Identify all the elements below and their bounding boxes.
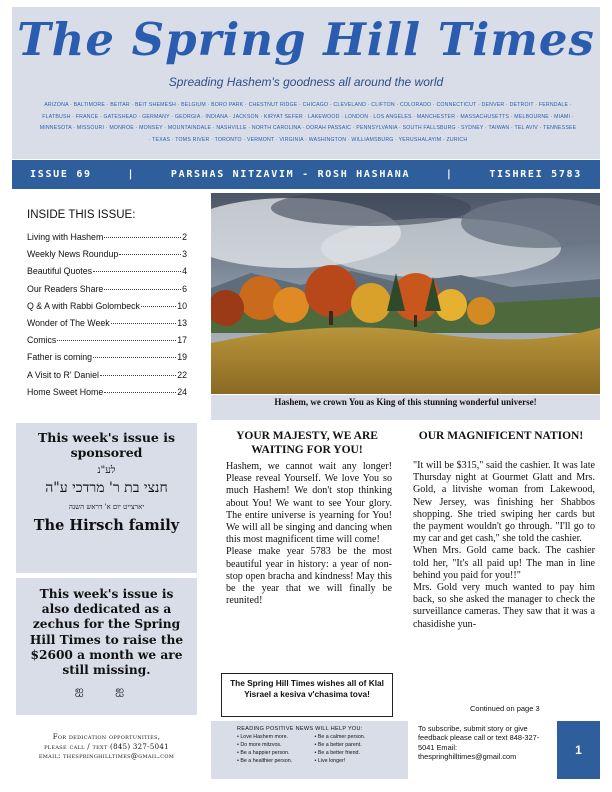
toc-item-label: Home Sweet Home [27, 386, 104, 397]
toc-leader-dots [111, 323, 177, 324]
issue-parsha: PARSHAS NITZAVIM - ROSH HASHANA [170, 169, 411, 180]
toc-item-page: 4 [182, 266, 187, 277]
page-number: 1 [557, 721, 600, 779]
toc-item-label: Father is coming [27, 352, 93, 363]
toc-item-label: Our Readers Share [27, 283, 104, 294]
toc-item[interactable] [27, 318, 187, 335]
article1-heading: YOUR MAJESTY, WE ARE WAITING FOR YOU! [236, 430, 378, 456]
continued-link[interactable]: Continued on page 3 [470, 704, 540, 713]
landscape-illustration [211, 193, 600, 394]
toc-leader-dots [100, 375, 176, 376]
issue-number: ISSUE 69 [30, 169, 92, 180]
dedication-line: For dedication opportunities, [52, 733, 161, 741]
benefit-item: • Love Hashem more. [237, 734, 289, 740]
toc-item-label: Beautiful Quotes [27, 266, 93, 277]
dedication-box [16, 578, 197, 715]
toc-item-label: Living with Hashem [27, 232, 104, 242]
toc-leader-dots [104, 237, 181, 238]
benefit-item: • Live longer! [314, 758, 346, 764]
benefit-item: • Be a better friend. [314, 750, 360, 756]
sponsor-hebrew-line3: יארצייט יום א' דראש השנה [68, 503, 145, 511]
toc-leader-dots [93, 357, 176, 358]
ornament: ஐ ஐ [74, 684, 139, 698]
toc-item-page: 19 [177, 352, 187, 363]
toc-item[interactable] [27, 352, 187, 369]
dedication-email[interactable]: email: thespringhilltimes@gmail.com [38, 752, 175, 760]
toc-item[interactable] [27, 266, 187, 283]
toc-leader-dots [93, 271, 181, 272]
issue-separator: | [445, 169, 454, 180]
toc-item-page: 3 [182, 249, 187, 260]
toc-item[interactable] [27, 370, 187, 387]
toc-item[interactable] [27, 249, 187, 266]
positive-news-box [211, 721, 408, 779]
toc-item-page: 6 [182, 283, 187, 294]
toc-leader-dots [141, 306, 176, 307]
issue-separator: | [127, 169, 136, 180]
benefit-item: • Be a calmer person. [314, 734, 366, 740]
tagline: Spreading Hashem's goodness all around the world [168, 75, 444, 89]
sponsor-title: This week's issue is sponsored [37, 430, 176, 460]
toc-item-page: 22 [177, 369, 187, 380]
toc-item[interactable] [27, 301, 187, 318]
toc-item[interactable] [27, 232, 187, 249]
toc-item[interactable] [27, 387, 187, 404]
toc-item-label: Wonder of The Week [27, 317, 110, 328]
city-list: ARIZONA · BALTIMORE · BEITAR · BEIT SHEMESH · BELGIUM · BORO PARK · CHESTNUT RIDGE · CHICAGO · CLEVELAND · CLIFTON · COLORADO · CONNECTICUT · DENVER · DETROIT · FERNDALE · FLATBUSH · FRANCE · GATESHEAD · GERMANY · GEORGIA · INDIANA · JACKSON · KIRYAT SEFER · LAKEWOOD · LONDON · LOS ANGELES · MANCHESTER · MASSACHUSETTS · MELBOURNE · MIAMI · MINNESOTA · MISSOURI · MONROE · MONSEY · MOUNTAINDALE · NASHVILLE · NORTH CAROLINA · OORAH PASSAIC · PENNSYLVANIA · SOUTH FALLSBURG · SYDNEY · TAIWAN · TEL AVIV · TENNESSEE · TEXAS · TOMS RIVER · TORONTO · VERMONT · VIRGINIA · WASHINGTON · WILLIAMSBURG · YERUSHALAYIM · ZURICH [39, 102, 577, 143]
article1-paragraph: Hashem, we cannot wait any longer! Please reveal Yourself. We love You so much Hashem! We don't stop thinking about You! We want to see Your glory. The entire universe is yearning for You! We will all be singing and dancing when this most magnificent time will come! [226, 461, 392, 546]
toc-item[interactable] [27, 335, 187, 352]
toc-leader-dots [57, 340, 176, 341]
article1-body [226, 461, 392, 607]
article2-paragraph: "It will be $315," said the cashier. It was late Thursday night at Gourmet Glatt and Mrs. Gold, a litvishe woman from Lakewood, New Jersey, was finishing her Shabbos shopping. She tried swiping her cards but the payment wouldn't go through. "I'll go to my car and get cash," she told the cashier. [413, 460, 595, 545]
sponsor-hebrew-line2: חנצי בת ר' מרדכי ע"ה [45, 480, 168, 496]
masthead [12, 7, 600, 159]
dedication-contact [16, 719, 197, 775]
toc-leader-dots [104, 289, 181, 290]
autumn-landscape-photo [211, 193, 600, 394]
benefit-item: • Be a healthier person. [237, 758, 293, 764]
article1-paragraph: Please make year 5783 be the most beautiful year in history: a year of non-stop open bracha and kindness! May this be the year that we will finally be reunited! [226, 546, 392, 607]
article2-body [413, 460, 595, 631]
positive-news-title: READING POSITIVE NEWS WILL HELP YOU: [237, 726, 363, 732]
toc-item[interactable] [27, 284, 187, 301]
toc-item-label: Comics [27, 335, 57, 346]
toc-item-page: 17 [177, 335, 187, 346]
toc-item-label: Q & A with Rabbi Golombeck [27, 300, 140, 311]
article2-paragraph: Mrs. Gold very much wanted to pay him back, so she asked the manager to check the surveillance cameras. They saw that it was a chasidishe yun- [413, 582, 595, 630]
subscribe-info: To subscribe, submit story or give feedback please call or text 848-327-5041 Email: thespringhilltimes@gmail.com [418, 724, 540, 762]
issue-date: TISHREI 5783 [489, 169, 582, 180]
benefit-item: • Be a better parent. [314, 742, 362, 748]
toc-item-label: Weekly News Roundup [27, 249, 119, 260]
toc-item-page: 24 [177, 386, 187, 397]
toc-item-page: 13 [177, 317, 187, 328]
table-of-contents [27, 232, 187, 404]
toc-item-page: 2 [182, 232, 187, 242]
newspaper-title: The Spring Hill Times [17, 13, 595, 66]
benefit-list [237, 733, 388, 765]
issue-bar [12, 160, 600, 189]
wish-box: The Spring Hill Times wishes all of Klal Yisrael a kesiva v'chasima tova! [221, 673, 393, 717]
toc-item-label: A Visit to R' Daniel [27, 369, 99, 380]
sponsor-hebrew-line1: לע"נ [97, 465, 116, 476]
article2-heading: OUR MAGNIFICENT NATION! [418, 430, 584, 442]
toc-leader-dots [119, 254, 181, 255]
benefit-item: • Do more mitzvos. [237, 742, 282, 748]
photo-caption: Hashem, we crown You as King of this stunning wonderful universe! [211, 395, 600, 420]
dedication-text: This week's issue is also dedicated as a zechus for the Spring Hill Times to raise the $2600 a month we are still missing. [29, 587, 184, 678]
toc-item-page: 10 [177, 300, 187, 311]
toc-heading: INSIDE THIS ISSUE: [27, 209, 136, 221]
dedication-line: please call / text (845) 327-5041 [44, 742, 169, 751]
benefit-item: • Be a happier person. [237, 750, 290, 756]
sponsor-family: The Hirsch family [33, 517, 180, 534]
sponsor-box [16, 423, 197, 573]
article2-paragraph: When Mrs. Gold came back. The cashier told her, "It's all paid up! The man in line behind you paid for you!!" [413, 545, 595, 581]
toc-leader-dots [104, 392, 176, 393]
